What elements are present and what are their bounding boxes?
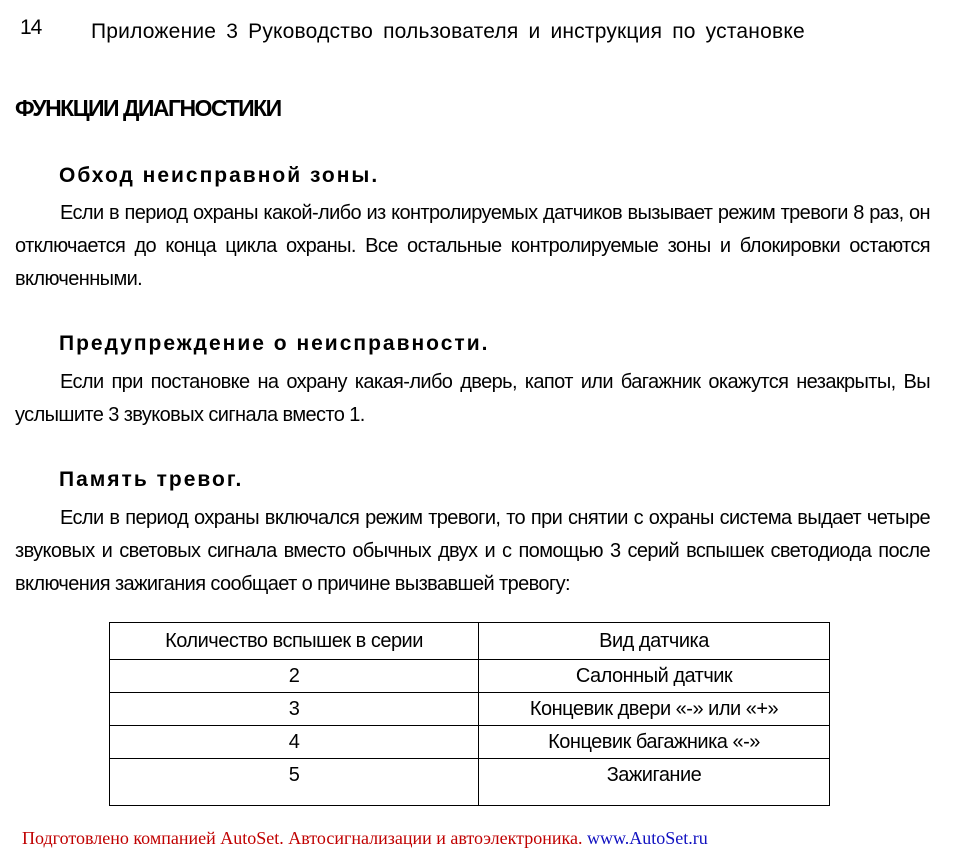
table-row [110, 726, 830, 759]
footer-text: Подготовлено компанией AutoSet. Автосигнализации и автоэлектроника. [22, 828, 583, 848]
subheading-fault-warning: Предупреждение о неисправности. [59, 332, 490, 355]
page-header: Приложение 3 Руководство пользователя и инструкция по установке [91, 20, 805, 43]
column-header-sensor-type: Вид датчика [479, 623, 830, 660]
table-row [110, 693, 830, 726]
subheading-zone-bypass: Обход неисправной зоны. [59, 164, 380, 187]
table-header-row [110, 623, 830, 660]
paragraph-alarm-memory: Если в период охраны включался режим тревоги, то при снятии с охраны система выдает четыре звуковых и световых сигнала вместо обычных двух и с помощью 3 серий вспышек светодиода после включения зажигания сообщает о причине вызвавшей тревогу: [15, 507, 930, 595]
sensor-type-cell: Концевик двери «-» или «+» [479, 693, 830, 726]
column-header-flash-count: Количество вспышек в серии [110, 623, 479, 660]
footer-link[interactable]: www.AutoSet.ru [586, 828, 708, 848]
section-title: ФУНКЦИИ ДИАГНОСТИКИ [15, 95, 281, 121]
table-row [110, 759, 830, 806]
sensor-type-cell: Салонный датчик [479, 660, 830, 693]
flash-count-cell: 5 [110, 759, 479, 806]
footer [22, 828, 708, 849]
flash-count-cell: 3 [110, 693, 479, 726]
table-row [110, 660, 830, 693]
flash-count-cell: 2 [110, 660, 479, 693]
sensor-type-cell: Концевик багажника «-» [479, 726, 830, 759]
paragraph-fault-warning: Если при постановке на охрану какая-либо дверь, капот или багажник окажутся незакрыты, Вы услышите 3 звуковых сигнала вместо 1. [15, 371, 930, 426]
subheading-alarm-memory: Память тревог. [59, 468, 244, 491]
alarm-codes-table [109, 622, 830, 806]
sensor-type-cell: Зажигание [479, 759, 830, 806]
paragraph-zone-bypass: Если в период охраны какой-либо из контролируемых датчиков вызывает режим тревоги 8 раз, он отключается до конца цикла охраны. Все остальные контролируемые зоны и блокировки остаются включенными. [15, 202, 930, 290]
page-number: 14 [20, 16, 42, 39]
flash-count-cell: 4 [110, 726, 479, 759]
